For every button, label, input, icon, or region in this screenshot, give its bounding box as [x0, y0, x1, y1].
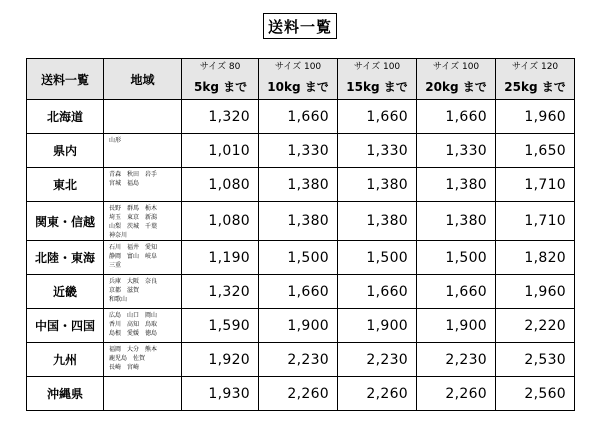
table-row	[27, 377, 575, 411]
price-cell: 2,230	[417, 343, 496, 377]
price-cell: 1,380	[338, 168, 417, 202]
size-column-header	[259, 59, 338, 100]
region-name: 東北	[27, 168, 104, 202]
price-cell: 1,920	[182, 343, 259, 377]
price-cell: 1,660	[417, 275, 496, 309]
price-cell: 2,530	[496, 343, 575, 377]
prefecture-list: 広島 山口 岡山 香川 高知 鳥取 島根 愛媛 徳島	[104, 309, 182, 343]
prefecture-list	[104, 100, 182, 134]
prefecture-list: 山形	[104, 134, 182, 168]
size-column-header	[496, 59, 575, 100]
region-column-header: 送料一覧	[27, 59, 104, 100]
table-row	[27, 202, 575, 241]
weight-label: 20kg まで	[425, 80, 487, 94]
price-cell: 1,190	[182, 241, 259, 275]
prefecture-list: 兵庫 大阪 奈良 京都 滋賀 和歌山	[104, 275, 182, 309]
price-cell: 1,330	[417, 134, 496, 168]
price-cell: 1,500	[338, 241, 417, 275]
price-cell: 2,230	[259, 343, 338, 377]
table-row	[27, 134, 575, 168]
region-name: 県内	[27, 134, 104, 168]
region-name: 北陸・東海	[27, 241, 104, 275]
price-cell: 1,380	[259, 168, 338, 202]
shipping-fee-table	[26, 58, 575, 411]
region-name: 近畿	[27, 275, 104, 309]
table-row	[27, 100, 575, 134]
size-label: サイズ 120	[511, 62, 559, 72]
table-header-row	[27, 59, 575, 100]
price-cell: 1,660	[259, 100, 338, 134]
size-column-header	[417, 59, 496, 100]
price-cell: 2,560	[496, 377, 575, 411]
weight-label: 15kg まで	[346, 80, 408, 94]
price-cell: 1,380	[417, 202, 496, 241]
region-name: 九州	[27, 343, 104, 377]
table-row	[27, 343, 575, 377]
price-cell: 1,080	[182, 202, 259, 241]
page-title: 送料一覧	[263, 13, 337, 39]
price-cell: 1,660	[417, 100, 496, 134]
price-cell: 1,590	[182, 309, 259, 343]
price-cell: 1,900	[417, 309, 496, 343]
region-name: 沖縄県	[27, 377, 104, 411]
weight-label: 25kg まで	[504, 80, 566, 94]
table-row	[27, 168, 575, 202]
price-cell: 2,260	[338, 377, 417, 411]
price-cell: 1,660	[338, 100, 417, 134]
price-cell: 1,380	[338, 202, 417, 241]
region-name: 北海道	[27, 100, 104, 134]
price-cell: 1,080	[182, 168, 259, 202]
size-label: サイズ 80	[199, 62, 241, 72]
prefecture-list: 青森 秋田 岩手 宮城 福島	[104, 168, 182, 202]
size-column-header	[338, 59, 417, 100]
size-label: サイズ 100	[432, 62, 480, 72]
price-cell: 1,820	[496, 241, 575, 275]
region-name: 関東・信越	[27, 202, 104, 241]
price-cell: 1,330	[338, 134, 417, 168]
price-cell: 1,320	[182, 275, 259, 309]
price-cell: 1,930	[182, 377, 259, 411]
prefecture-list: 石川 福井 愛知 静岡 富山 岐阜 三重	[104, 241, 182, 275]
price-cell: 1,900	[259, 309, 338, 343]
price-cell: 1,710	[496, 168, 575, 202]
price-cell: 1,960	[496, 100, 575, 134]
price-cell: 1,960	[496, 275, 575, 309]
price-cell: 1,010	[182, 134, 259, 168]
price-cell: 2,260	[417, 377, 496, 411]
price-cell: 1,710	[496, 202, 575, 241]
price-cell: 1,320	[182, 100, 259, 134]
prefecture-list: 福岡 大分 熊本 鹿児島 佐賀 長崎 宮崎	[104, 343, 182, 377]
weight-label: 10kg まで	[267, 80, 329, 94]
weight-label: 5kg まで	[194, 80, 248, 94]
price-cell: 1,660	[259, 275, 338, 309]
price-cell: 2,220	[496, 309, 575, 343]
price-cell: 1,660	[338, 275, 417, 309]
size-label: サイズ 100	[353, 62, 401, 72]
prefecture-list: 長野 群馬 栃木 埼玉 東京 新潟 山梨 茨城 千葉 神奈川	[104, 202, 182, 241]
price-cell: 1,500	[417, 241, 496, 275]
price-cell: 1,900	[338, 309, 417, 343]
prefecture-list	[104, 377, 182, 411]
price-cell: 1,330	[259, 134, 338, 168]
region-name: 中国・四国	[27, 309, 104, 343]
area-column-header: 地域	[104, 59, 182, 100]
size-column-header	[182, 59, 259, 100]
price-cell: 1,650	[496, 134, 575, 168]
price-cell: 1,380	[259, 202, 338, 241]
table-row	[27, 275, 575, 309]
table-row	[27, 309, 575, 343]
price-cell: 1,500	[259, 241, 338, 275]
size-label: サイズ 100	[274, 62, 322, 72]
price-cell: 2,230	[338, 343, 417, 377]
table-row	[27, 241, 575, 275]
price-cell: 2,260	[259, 377, 338, 411]
price-cell: 1,380	[417, 168, 496, 202]
